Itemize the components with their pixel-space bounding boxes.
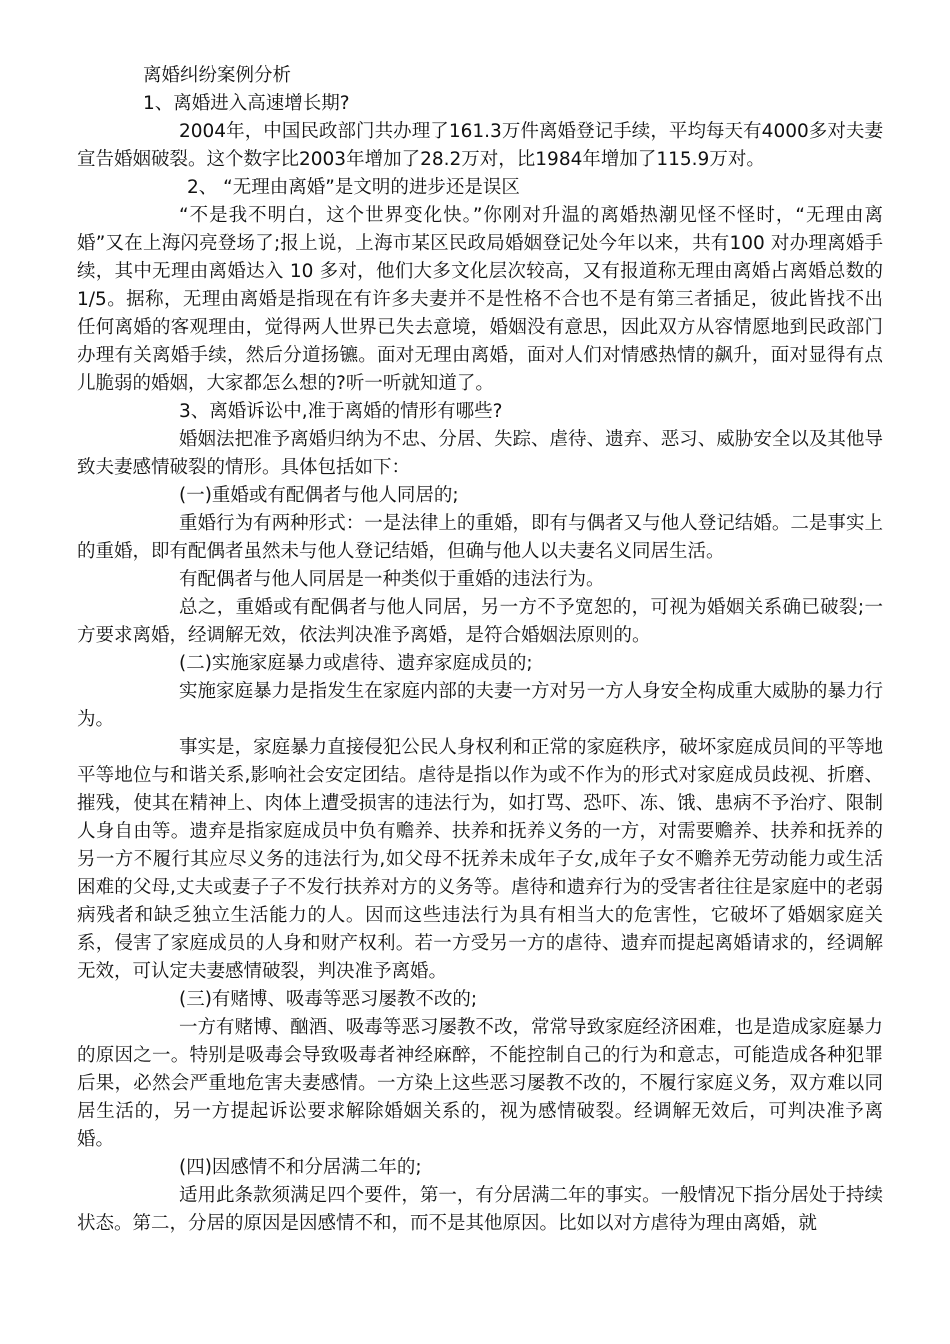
paragraph: “不是我不明白，这个世界变化快。”你刚对升温的离婚热潮见怪不怪时，“无理由离婚”又在上海闪亮登场了;报上说，上海市某区民政局婚姻登记处今年以来，共有100 对办理离婚手续，其中无理由离婚达入 10 多对，他们大多文化层次较高，又有报道称无理由离婚占离婚总数的 1/5。据称，无理由离婚是指现在有许多夫妻并不是性格不合也不是有第三者插足，彼此皆找不出任何离婚的客观理由，觉得两人世界已失去意境，婚姻没有意思，因此双方从容情愿地到民政部门办理有关离婚手续，然后分道扬镳。面对无理由离婚，面对人们对情感热情的飙升，面对显得有点儿脆弱的婚姻，大家都怎么想的?听一听就知道了。 [77, 205, 883, 394]
paragraph: 有配偶者与他人同居是一种类似于重婚的违法行为。 [179, 569, 605, 590]
section-heading-2: 2、 “无理由离婚”是文明的进步还是误区 [187, 177, 520, 198]
paragraph: 一方有赌博、酗酒、吸毒等恶习屡教不改，常常导致家庭经济困难，也是造成家庭暴力的原因之一。特别是吸毒会导致吸毒者神经麻醉，不能控制自己的行为和意志，可能造成各种犯罪后果，必然会严重地危害夫妻感情。一方染上这些恶习屡教不改的，不履行家庭义务，双方难以同居生活的，另一方提起诉讼要求解除婚姻关系的，视为感情破裂。经调解无效后，可判决准予离婚。 [77, 1017, 883, 1150]
paragraph: 适用此条款须满足四个要件，第一，有分居满二年的事实。一般情况下指分居处于持续状态。第二，分居的原因是因感情不和，而不是其他原因。比如以对方虐待为理由离婚，就 [77, 1185, 883, 1234]
section-heading-3: 3、离婚诉讼中,准于离婚的情形有哪些? [179, 401, 503, 422]
paragraph: 2004年，中国民政部门共办理了161.3万件离婚登记手续，平均每天有4000多对夫妻宣告婚姻破裂。这个数字比2003年增加了28.2万对，比1984年增加了115.9万对。 [77, 121, 883, 170]
document-title: 离婚纠纷案例分析 [143, 65, 292, 86]
item-heading-4: (四)因感情不和分居满二年的; [179, 1157, 422, 1178]
item-heading-1: (一)重婚或有配偶者与他人同居的; [179, 485, 459, 506]
document-body [77, 62, 883, 1238]
section-heading-1: 1、离婚进入高速增长期? [143, 93, 350, 114]
paragraph: 事实是，家庭暴力直接侵犯公民人身权利和正常的家庭秩序，破坏家庭成员间的平等地平等地位与和谐关系,影响社会安定团结。虐待是指以作为或不作为的形式对家庭成员歧视、折磨、摧残，使其在精神上、肉体上遭受损害的违法行为，如打骂、恐吓、冻、饿、患病不予治疗、限制人身自由等。遗弃是指家庭成员中负有赡养、扶养和抚养义务的一方，对需要赡养、扶养和抚养的另一方不履行其应尽义务的违法行为,如父母不抚养未成年子女,成年子女不赡养无劳动能力或生活困难的父母,丈夫或妻子子不发行扶养对方的义务等。虐待和遗弃行为的受害者往往是家庭中的老弱病残者和缺乏独立生活能力的人。因而这些违法行为具有相当大的危害性，它破坏了婚姻家庭关系，侵害了家庭成员的人身和财产权利。若一方受另一方的虐待、遗弃而提起离婚请求的，经调解无效，可认定夫妻感情破裂，判决准予离婚。 [77, 737, 883, 982]
paragraph: 婚姻法把准予离婚归纳为不忠、分居、失踪、虐待、遗弃、恶习、威胁安全以及其他导致夫妻感情破裂的情形。具体包括如下： [77, 429, 883, 478]
paragraph: 总之，重婚或有配偶者与他人同居，另一方不予宽恕的，可视为婚姻关系确已破裂;一方要求离婚，经调解无效，依法判决准予离婚，是符合婚姻法原则的。 [77, 597, 883, 646]
paragraph: 重婚行为有两种形式：一是法律上的重婚，即有与偶者又与他人登记结婚。二是事实上的重婚，即有配偶者虽然未与他人登记结婚，但确与他人以夫妻名义同居生活。 [77, 513, 883, 562]
paragraph: 实施家庭暴力是指发生在家庭内部的夫妻一方对另一方人身安全构成重大威胁的暴力行为。 [77, 681, 883, 730]
item-heading-2: (二)实施家庭暴力或虐待、遗弃家庭成员的; [179, 653, 533, 674]
item-heading-3: (三)有赌博、吸毒等恶习屡教不改的; [179, 989, 478, 1010]
